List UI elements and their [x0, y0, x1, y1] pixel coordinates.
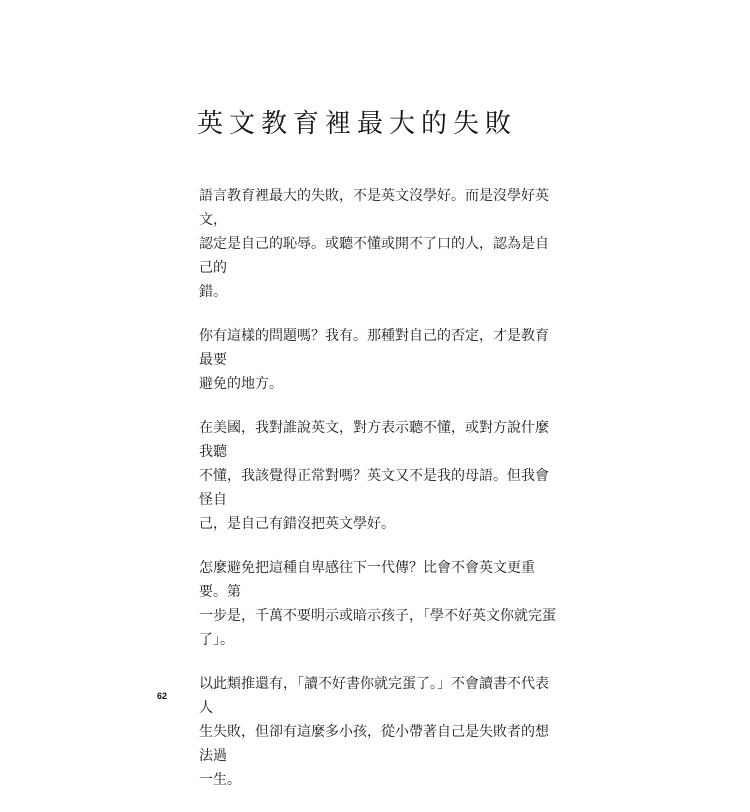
paragraph-3: 在美國，我對誰說英文，對方表示聽不懂，或對方說什麼我聽 不懂，我該覺得正常對嗎？英文又不是我的母語。但我會怪自 己，是自己有錯沒把英文學好。 [199, 420, 549, 532]
paragraph-5: 以此類推還有，「讀不好書你就完蛋了。」不會讀書不代表人 生失敗，但卻有這麼多小孩，從小帶著自己是失敗者的想法過 一生。 [199, 676, 549, 788]
body-text [199, 184, 561, 812]
paragraph-2: 你有這樣的問題嗎？我有。那種對自己的否定，才是教育最要 避免的地方。 [199, 328, 549, 392]
page-number: 62 [157, 691, 168, 701]
paragraph-1: 語言教育裡最大的失敗，不是英文沒學好。而是沒學好英文， 認定是自己的恥辱。或聽不懂或開不了口的人，認為是自己的 錯。 [199, 188, 549, 300]
page-title: 英文教育裡最大的失敗 [197, 109, 518, 139]
paragraph-4: 怎麼避免把這種自卑感往下一代傳？比會不會英文更重要。第 一步是，千萬不要明示或暗示孩子，「學不好英文你就完蛋 了」。 [199, 560, 556, 648]
